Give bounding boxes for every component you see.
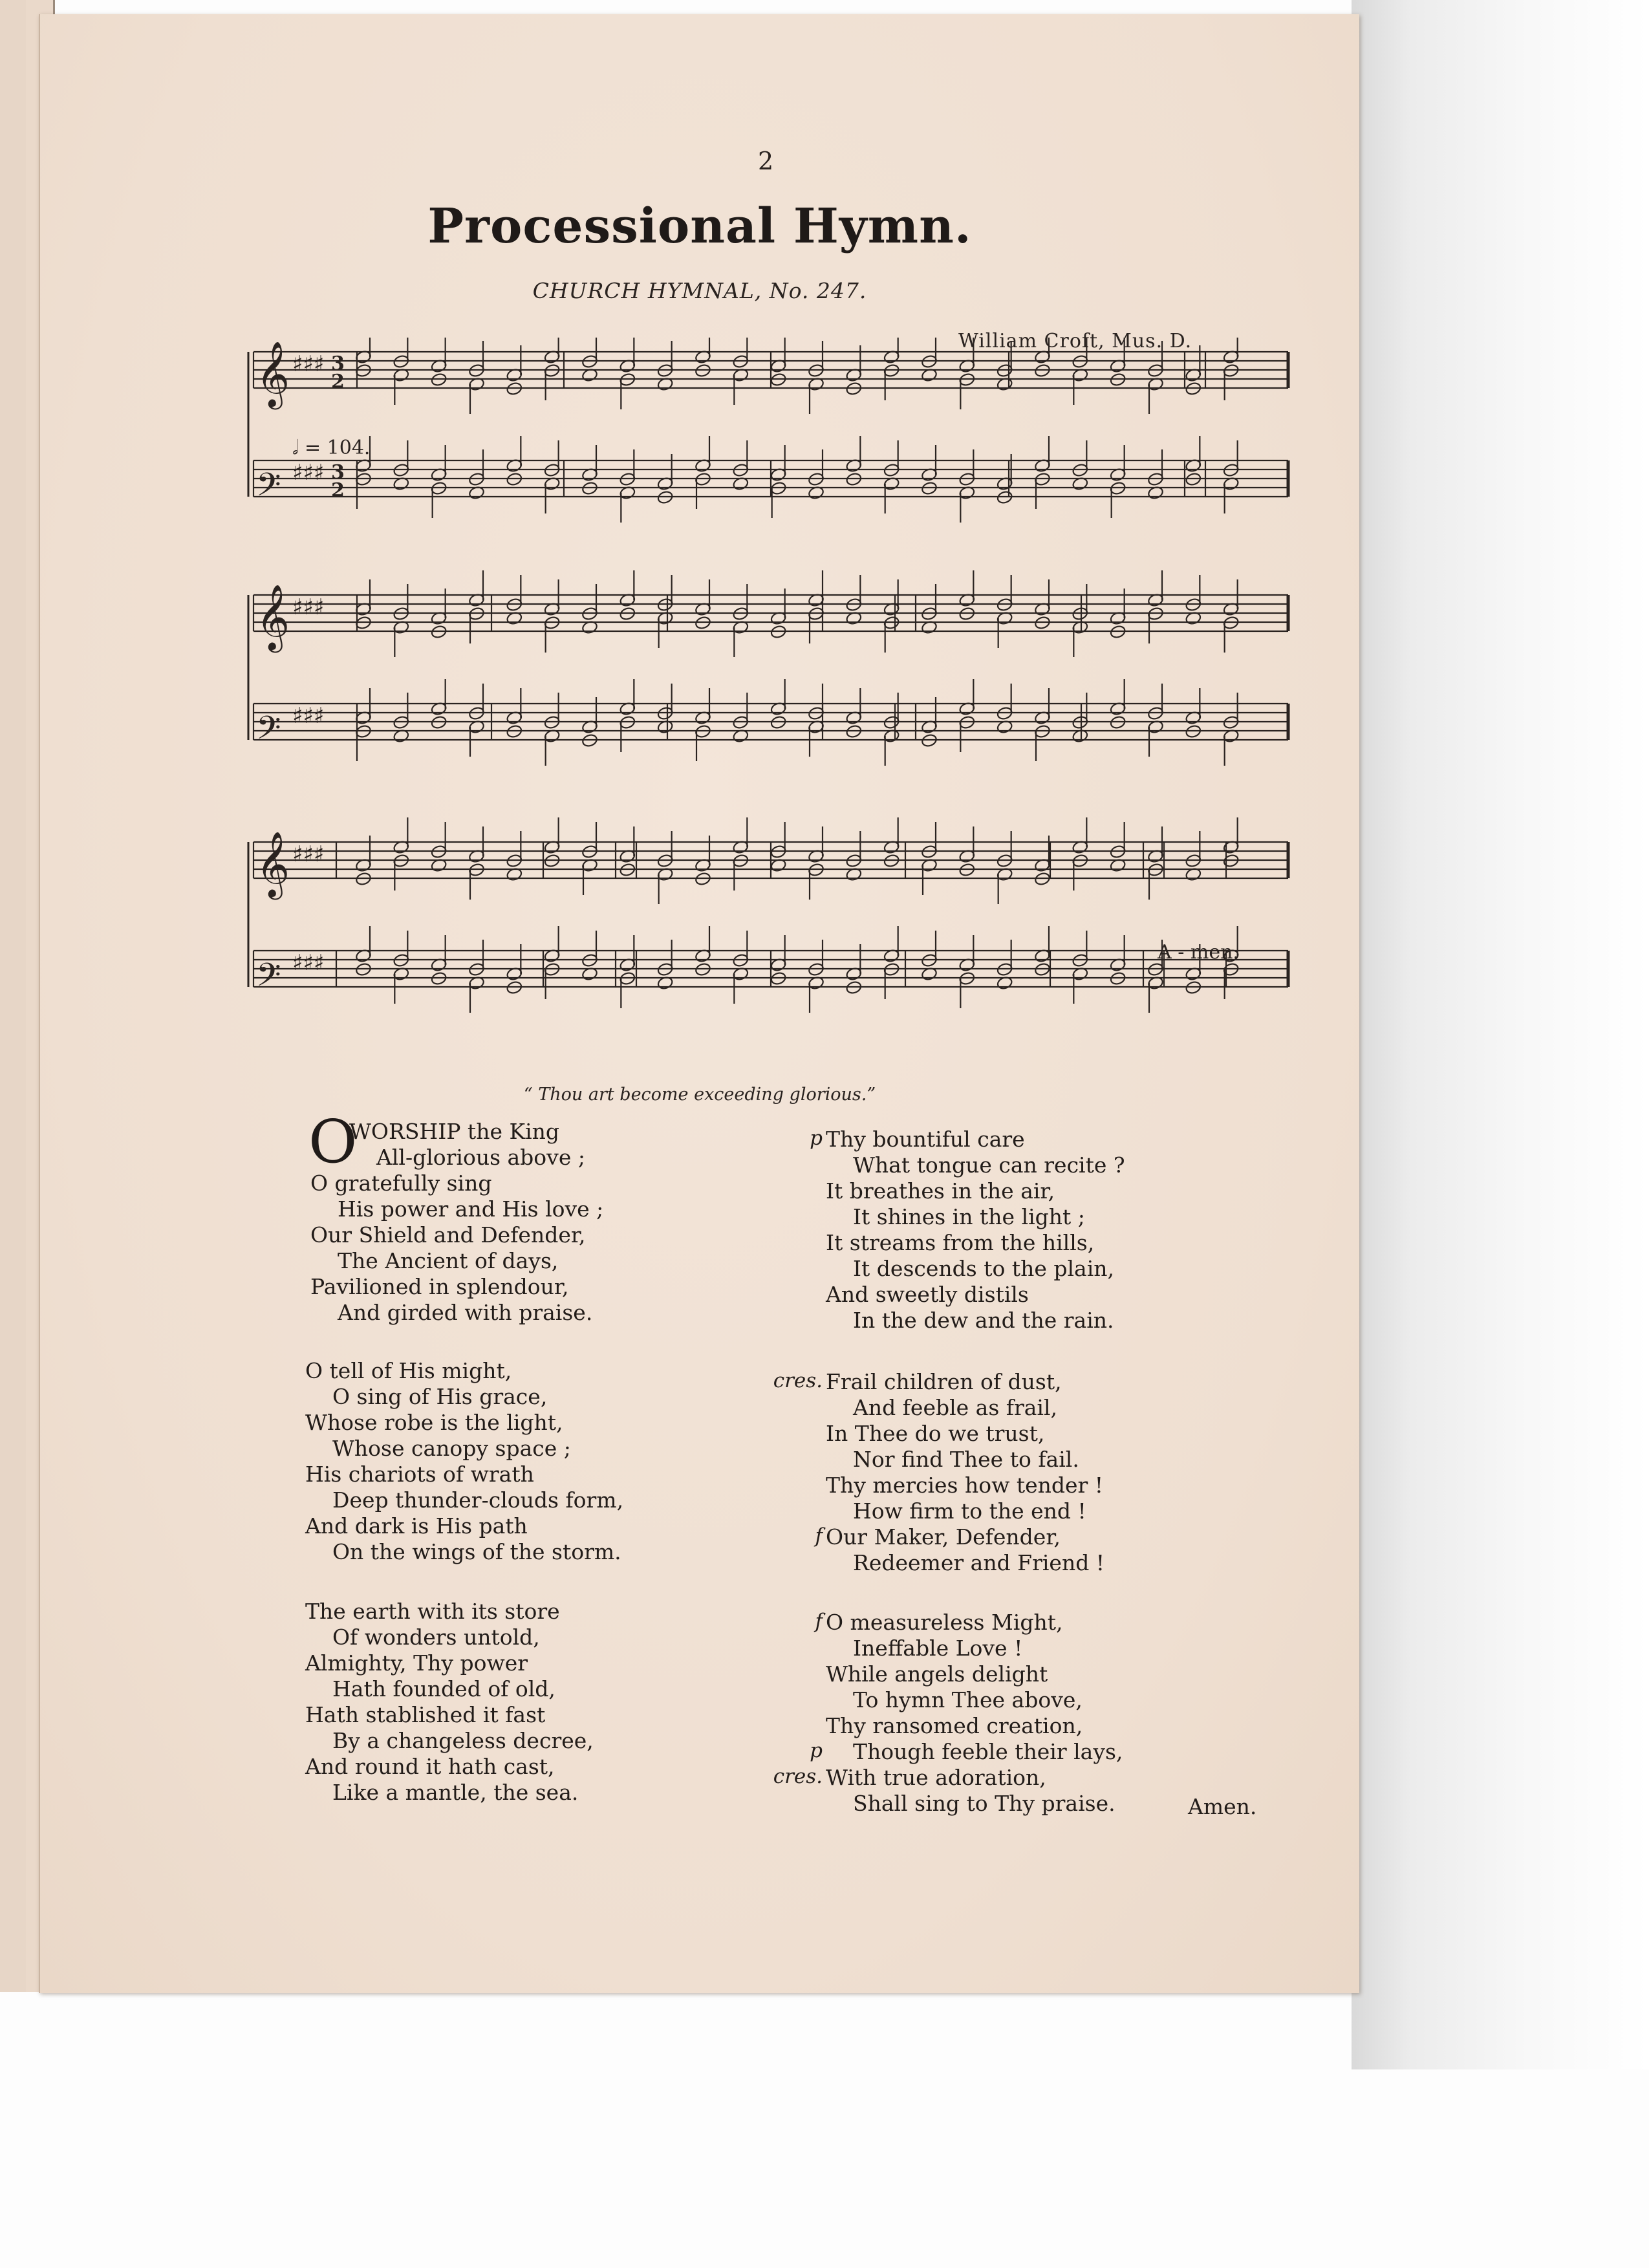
verse-line: Thy ransomed creation, [826, 1713, 1083, 1738]
verse-line: In the dew and the rain. [853, 1308, 1114, 1333]
epigraph: “ Thou art become exceeding glorious.” [523, 1085, 876, 1105]
verse-line: Hath stablished it fast [305, 1702, 546, 1727]
dynamic-crescendo: cres. [773, 1369, 823, 1392]
verse-line: Our Maker, Defender, [826, 1524, 1061, 1550]
dynamic-piano: p [810, 1127, 823, 1150]
verse-line: Of wonders untold, [332, 1625, 540, 1650]
hymn-page [39, 14, 1359, 1993]
verse-line: What tongue can recite ? [853, 1152, 1125, 1178]
verse-line: Hath founded of old, [332, 1676, 555, 1701]
verse-line: It shines in the light ; [853, 1204, 1085, 1229]
verse-line: O sing of His grace, [332, 1384, 548, 1409]
page-title: Processional Hymn. [427, 199, 972, 254]
verse-line: His power and His love ; [338, 1196, 604, 1222]
page-number: 2 [758, 147, 774, 175]
stanza-1 [310, 1119, 603, 1326]
verse-line: Frail children of dust, [826, 1369, 1062, 1394]
time-signature: 2 [331, 371, 345, 393]
drop-cap: O [308, 1107, 358, 1176]
time-signature: 2 [331, 479, 345, 502]
key-signature: ♯♯♯ [292, 351, 325, 377]
verse-line: Nor find Thee to fail. [853, 1447, 1079, 1472]
treble-clef: 𝄞 [256, 583, 290, 650]
verse-line: And feeble as frail, [853, 1395, 1058, 1420]
verse-line: On the wings of the storm. [332, 1539, 621, 1564]
scanner-shadow [1352, 0, 1649, 2069]
stanza-3 [305, 1599, 594, 1806]
verse-line: And dark is His path [305, 1513, 528, 1539]
verse-line: His chariots of wrath [305, 1462, 534, 1487]
verse-line: By a changeless decree, [332, 1728, 594, 1753]
key-signature: ♯♯♯ [292, 460, 325, 486]
tempo-marking: 𝅗𝅥 = 104. [292, 437, 371, 459]
verse-line: Whose canopy space ; [332, 1436, 571, 1461]
verse-line: WORSHIP the King [349, 1119, 560, 1144]
verse-line: Redeemer and Friend ! [853, 1550, 1105, 1575]
verse-line: It streams from the hills, [826, 1230, 1095, 1255]
stanza-5 [826, 1369, 1105, 1576]
verse-line: Like a mantle, the sea. [332, 1780, 579, 1805]
verse-line: Our Shield and Defender, [310, 1222, 586, 1247]
treble-clef: 𝄞 [256, 830, 290, 897]
key-signature: ♯♯♯ [292, 594, 325, 620]
verse-line: It descends to the plain, [853, 1256, 1114, 1281]
verse-line: Shall sing to Thy praise. [853, 1791, 1116, 1816]
bass-clef: 𝄢 [256, 956, 281, 1002]
bass-clef: 𝄢 [256, 466, 281, 512]
verse-line: And girded with praise. [338, 1300, 593, 1325]
stanza-2 [305, 1358, 623, 1565]
dynamic-piano: p [810, 1739, 823, 1762]
verse-line: O measureless Might, [826, 1610, 1063, 1635]
key-signature: ♯♯♯ [292, 841, 325, 867]
verse-line: And sweetly distils [826, 1282, 1029, 1307]
music-score [247, 338, 1295, 1049]
verse-line: To hymn Thee above, [853, 1687, 1083, 1712]
verse-line: Thy bountiful care [826, 1127, 1025, 1152]
verse-line: Deep thunder-clouds form, [332, 1487, 624, 1513]
verse-line: How firm to the end ! [853, 1498, 1086, 1524]
verse-line: All-glorious above ; [376, 1145, 585, 1170]
hymnal-reference: CHURCH HYMNAL, No. 247. [532, 278, 867, 303]
time-signature: 3 [331, 461, 345, 484]
final-amen: Amen. [1188, 1794, 1257, 1819]
verse-line: Though feeble their lays, [853, 1739, 1123, 1764]
verse-line: O gratefully sing [310, 1171, 492, 1196]
verse-line: And round it hath cast, [305, 1754, 555, 1779]
amen-lyric: A - men. [1158, 941, 1239, 964]
verse-line: In Thee do we trust, [826, 1421, 1045, 1446]
time-signature: 3 [331, 352, 345, 375]
verse-line: Thy mercies how tender ! [826, 1473, 1104, 1498]
verse-line: The earth with its store [305, 1599, 560, 1624]
stanza-4 [826, 1127, 1125, 1334]
verse-line: O tell of His might, [305, 1358, 512, 1383]
verse-line: It breathes in the air, [826, 1178, 1055, 1204]
stanza-6 [826, 1610, 1123, 1817]
verse-line: While angels delight [826, 1661, 1048, 1687]
verse-line: With true adoration, [826, 1765, 1046, 1790]
composer-credit: William Croft, Mus. D. [958, 330, 1192, 352]
verse-line: Ineffable Love ! [853, 1636, 1023, 1661]
bass-clef: 𝄢 [256, 709, 281, 755]
key-signature: ♯♯♯ [292, 703, 325, 729]
verse-line: Pavilioned in splendour, [310, 1274, 569, 1299]
verse-line: Almighty, Thy power [305, 1650, 528, 1676]
dynamic-forte: f [815, 1524, 823, 1548]
treble-clef: 𝄞 [256, 340, 290, 407]
dynamic-forte: f [815, 1610, 823, 1633]
dynamic-crescendo: cres. [773, 1765, 823, 1788]
verse-line: Whose robe is the light, [305, 1410, 563, 1435]
key-signature: ♯♯♯ [292, 950, 325, 976]
verse-line: The Ancient of days, [338, 1248, 559, 1273]
